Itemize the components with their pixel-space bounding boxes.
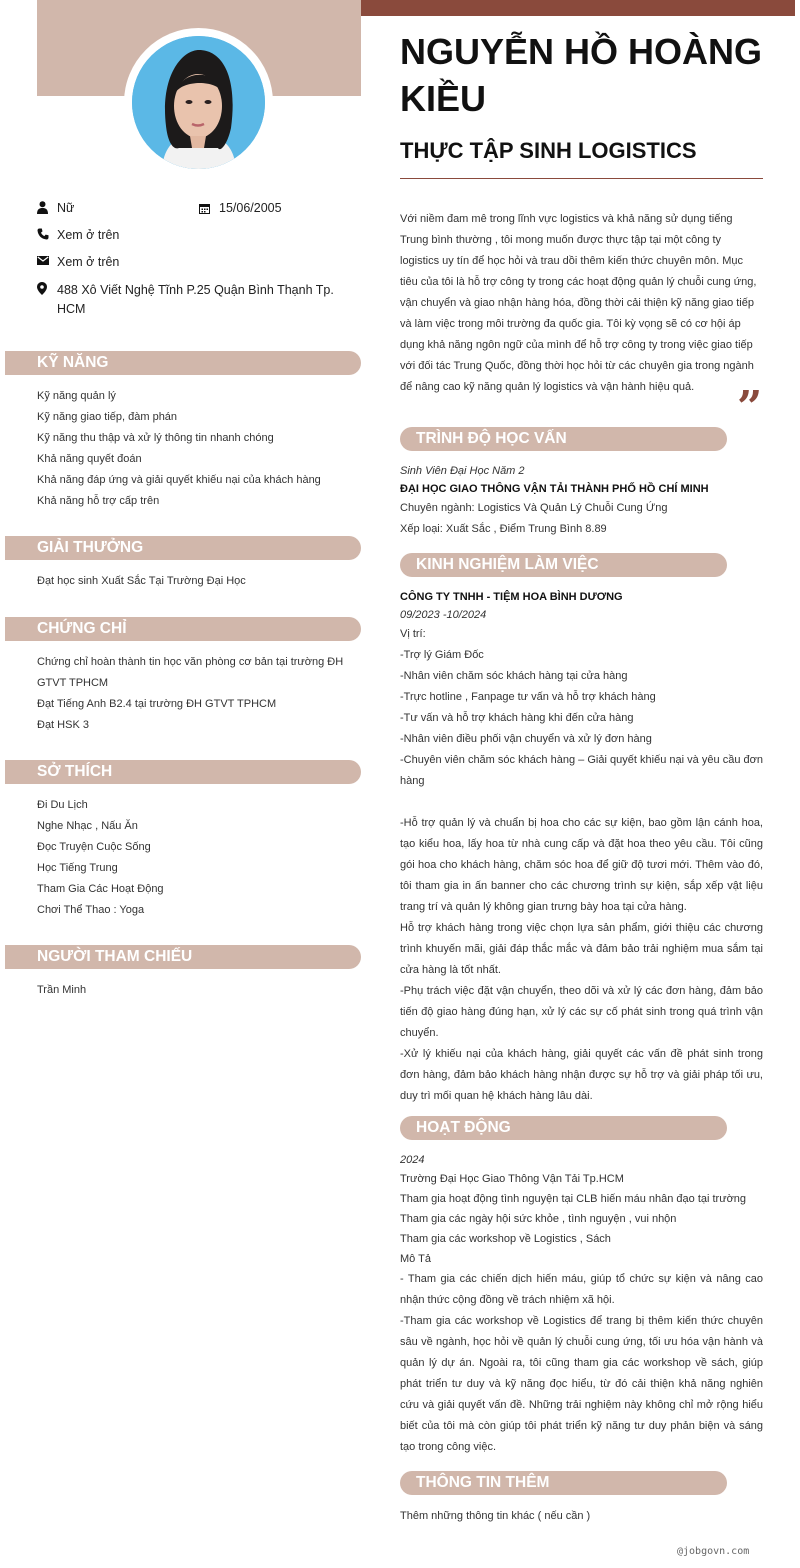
skill-item: Kỹ năng thu thập và xử lý thông tin nhanh chóng: [37, 432, 274, 444]
calendar-icon: [199, 200, 219, 217]
activity-line: Trường Đại Học Giao Thông Vận Tải Tp.HCM: [400, 1173, 624, 1185]
hobby-item: Học Tiếng Trung: [37, 862, 118, 874]
phone-row: [37, 227, 337, 254]
experience-line: -Nhân viên điều phối vận chuyển và xử lý đơn hàng: [400, 733, 652, 745]
skill-item: Khả năng hỗ trợ cấp trên: [37, 495, 160, 507]
experience-paragraph: -Hỗ trợ quản lý và chuẩn bị hoa cho các sự kiện, bao gồm lận cánh hoa, tạo kiểu hoa, lấy hoa từ nhà cung cấp và đặt hoa theo yêu cầu. Tôi cũng gói hoa cho khách hàng, chăm sóc hoa để giữ độ tươi mới. Thêm vào đó, tôi tham gia in ấn banner cho các chương trình sự kiện, sắp xếp vật liệu trang trí và quản lý không gian trưng bày hoa tại cửa hàng.: [400, 817, 763, 913]
hobbies-list: [37, 795, 353, 921]
job-title: THỰC TẬP SINH LOGISTICS: [400, 138, 697, 163]
dob-row: [199, 200, 282, 217]
education-school: ĐẠI HỌC GIAO THÔNG VẬN TẢI THÀNH PHỐ HỒ CHÍ MINH: [400, 483, 709, 495]
activities-block: [400, 1151, 763, 1458]
experience-line: Vị trí:: [400, 628, 426, 640]
experience-line: -Trợ lý Giám Đốc: [400, 649, 484, 661]
certificate-item: Đạt HSK 3: [37, 719, 89, 731]
experience-block: [400, 588, 763, 1107]
references-heading: NGƯỜI THAM CHIẾU: [5, 945, 361, 969]
email-value: Xem ở trên: [57, 255, 120, 269]
activities-year: 2024: [400, 1154, 425, 1166]
experience-paragraph: Hỗ trợ khách hàng trong việc chọn lựa sản phẩm, giới thiệu các chương trình khuyến mãi, giải đáp thắc mắc và đảm bảo trải nghiệm mua sắm tại cửa hàng là tốt nhất.: [400, 922, 763, 976]
reference-item: Trần Minh: [37, 984, 87, 996]
activity-paragraph: - Tham gia các chiến dịch hiến máu, giúp tổ chức sự kiện và nâng cao nhận thức cộng đồng về trách nhiệm xã hội.: [400, 1273, 763, 1306]
candidate-name: NGUYỄN HỒ HOÀNG KIỀU: [400, 31, 763, 119]
certificate-item: Chứng chỉ hoàn thành tin học văn phòng cơ bản tại trường ĐH GTVT TPHCM: [37, 656, 344, 689]
education-heading: TRÌNH ĐỘ HỌC VẤN: [400, 427, 727, 451]
experience-paragraph: -Xử lý khiếu nại của khách hàng, giải quyết các vấn đề phát sinh trong đơn hàng, đảm bảo khách hàng nhận được sự hỗ trợ và giải pháp tối ưu, duy trì mối quan hệ khách hàng lâu dài.: [400, 1048, 763, 1102]
footer-watermark: @jobgovn.com: [677, 1546, 750, 1557]
references-list: [37, 980, 353, 1001]
gender-row: [37, 200, 337, 227]
certificates-list: [37, 652, 353, 736]
user-icon: [37, 200, 57, 214]
activity-line: Tham gia các workshop về Logistics , Sách: [400, 1233, 611, 1245]
header-accent-bar: [361, 0, 795, 16]
experience-line: -Trực hotline , Fanpage tư vấn và hỗ trợ khách hàng: [400, 691, 656, 703]
quote-icon: ”: [737, 382, 763, 433]
avatar-portrait: [132, 36, 265, 169]
extra-info-heading: THÔNG TIN THÊM: [400, 1471, 727, 1495]
phone-icon: [37, 227, 57, 240]
education-period: Sinh Viên Đại Học Năm 2: [400, 465, 525, 477]
hobby-item: Tham Gia Các Hoạt Động: [37, 883, 164, 895]
activity-paragraph: -Tham gia các workshop về Logistics để trang bị thêm kiến thức chuyên sâu về ngành, học hỏi về quản lý chuỗi cung ứng, tối ưu hóa vận hành và quản lý dự án. Ngoài ra, tôi cũng tham gia các workshop về sách, giúp phát triển tư duy và kỹ năng đọc hiểu, từ đó cải thiện khả năng nghiên cứu và giải quyết vấn đề. Những trải nghiệm này không chỉ mở rộng hiểu biết của tôi mà còn giúp tôi phát triển kỹ năng tư duy phản biện và sáng tạo trong công việc.: [400, 1315, 763, 1453]
experience-paragraph: -Phụ trách việc đặt vận chuyển, theo dõi và xử lý các đơn hàng, đảm bảo tiến độ giao hàng đúng hạn, xử lý các sự cố phát sinh trong quá trình vận chuyển.: [400, 985, 763, 1039]
address-row: [37, 281, 337, 319]
hobby-item: Nghe Nhạc , Nấu Ăn: [37, 820, 138, 832]
skill-item: Kỹ năng quản lý: [37, 390, 116, 402]
career-summary: Với niềm đam mê trong lĩnh vực logistics và khả năng sử dụng tiếng Trung bình thường , tôi mong muốn được thực tập tại một công ty logistics uy tín để học hỏi và trau dồi thêm kiến thức chuyên môn. Mục tiêu của tôi là hỗ trợ công ty trong các hoạt động quản lý chuỗi cung ứng, vận chuyển và giao nhận hàng hóa, đồng thời cải thiện kỹ năng giao tiếp và làm việc trong môi trường đa quốc gia. Tôi kỳ vọng sẽ có cơ hội áp dụng khả năng ngôn ngữ của mình để hỗ trợ công ty trong việc giao tiếp với đối tác Trung Quốc, đồng thời học hỏi từ các chuyên gia trong ngành để nâng cao kỹ năng quản lý logistics và vận hành hiệu quả.: [400, 213, 757, 393]
skill-item: Kỹ năng giao tiếp, đàm phán: [37, 411, 178, 423]
education-major: Chuyên ngành: Logistics Và Quản Lý Chuỗi Cung Ứng: [400, 502, 668, 514]
mail-icon: [37, 254, 57, 265]
gender-value: Nữ: [57, 201, 75, 215]
address-value: 488 Xô Viết Nghệ Tĩnh P.25 Quận Bình Thạnh Tp. HCM: [57, 283, 334, 316]
activity-line: Tham gia các ngày hội sức khỏe , tình nguyện , vui nhộn: [400, 1213, 677, 1225]
activities-heading: HOẠT ĐỘNG: [400, 1116, 727, 1140]
hobby-item: Chơi Thể Thao : Yoga: [37, 904, 145, 916]
location-icon: [37, 281, 57, 295]
experience-line: -Tư vấn và hỗ trợ khách hàng khi đến cửa hàng: [400, 712, 634, 724]
extra-info-block: [400, 1506, 763, 1527]
certificates-heading: CHỨNG CHỈ: [5, 617, 361, 641]
skill-item: Khả năng đáp ứng và giải quyết khiếu nại của khách hàng: [37, 474, 321, 486]
education-grade: Xếp loại: Xuất Sắc , Điểm Trung Bình 8.89: [400, 523, 607, 535]
activity-line: Mô Tả: [400, 1253, 431, 1265]
avatar: [124, 28, 273, 177]
certificate-item: Đạt Tiếng Anh B2.4 tại trường ĐH GTVT TPHCM: [37, 698, 277, 710]
awards-heading: GIẢI THƯỞNG: [5, 536, 361, 560]
skills-heading: KỸ NĂNG: [5, 351, 361, 375]
education-block: [400, 462, 763, 540]
hobby-item: Đọc Truyện Cuộc Sống: [37, 841, 151, 853]
experience-heading: KINH NGHIỆM LÀM VIỆC: [400, 553, 727, 577]
experience-line: -Chuyên viên chăm sóc khách hàng – Giải quyết khiếu nại và yêu cầu đơn hàng: [400, 754, 763, 787]
email-row: [37, 254, 337, 281]
dob-value: 15/06/2005: [219, 201, 282, 215]
contact-info: [37, 200, 337, 319]
hobby-item: Đi Du Lịch: [37, 799, 88, 811]
experience-period: 09/2023 -10/2024: [400, 609, 487, 621]
skill-item: Khả năng quyết đoán: [37, 453, 142, 465]
hobbies-heading: SỞ THÍCH: [5, 760, 361, 784]
header-divider: [400, 178, 763, 179]
activity-line: Tham gia hoạt động tình nguyện tại CLB hiến máu nhân đạo tại trường: [400, 1193, 747, 1205]
extra-info-text: Thêm những thông tin khác ( nếu cần ): [400, 1510, 591, 1522]
experience-line: -Nhân viên chăm sóc khách hàng tại cửa hàng: [400, 670, 628, 682]
skills-list: [37, 386, 353, 512]
awards-list: [37, 571, 353, 592]
phone-value: Xem ở trên: [57, 228, 120, 242]
experience-company: CÔNG TY TNHH - TIỆM HOA BÌNH DƯƠNG: [400, 591, 623, 603]
award-item: Đạt học sinh Xuất Sắc Tại Trường Đại Học: [37, 575, 246, 587]
